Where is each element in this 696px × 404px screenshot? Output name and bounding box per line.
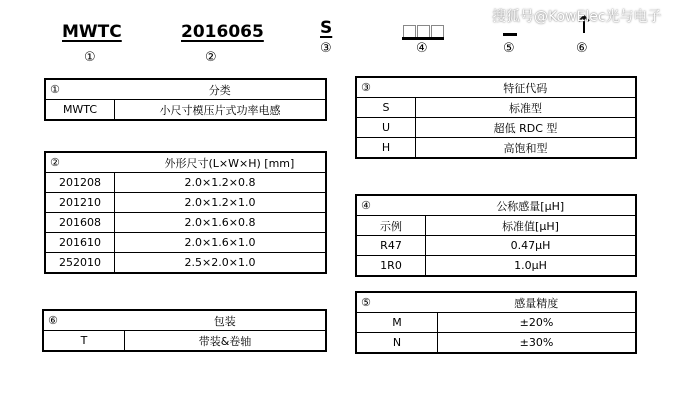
table-header-row — [356, 216, 636, 236]
table-cell: 0.47μH — [426, 236, 637, 256]
table-cell: 201210 — [45, 193, 115, 213]
code-size-number: ② — [205, 50, 217, 65]
table-cell: S — [356, 98, 416, 118]
table-cell: 2.5×2.0×1.0 — [115, 253, 327, 274]
table-title: 分类 — [115, 79, 327, 100]
table-cell: T — [43, 331, 125, 352]
table-title: 包装 — [125, 310, 327, 331]
table-row — [356, 98, 636, 118]
table-number: ④ — [356, 195, 426, 216]
table-cell: 201608 — [45, 213, 115, 233]
table-row — [45, 233, 326, 253]
table-row — [45, 213, 326, 233]
table-row — [45, 100, 326, 121]
table-cell: MWTC — [45, 100, 115, 121]
classification-table — [44, 78, 327, 121]
code-series: MWTC — [62, 22, 122, 42]
table-cell: 201610 — [45, 233, 115, 253]
table-number: ② — [45, 152, 115, 173]
table-cell: 2.0×1.6×0.8 — [115, 213, 327, 233]
table-number: ⑥ — [43, 310, 125, 331]
table-header-cell: 示例 — [356, 216, 426, 236]
table-row — [45, 193, 326, 213]
code-packaging-number: ⑥ — [576, 41, 588, 56]
table-row — [45, 173, 326, 193]
table-row — [356, 256, 636, 277]
table-row — [45, 253, 326, 274]
table-row — [43, 331, 326, 352]
code-feature: S — [320, 18, 333, 38]
code-tolerance-number: ⑤ — [503, 41, 515, 56]
table-cell: 高饱和型 — [416, 138, 637, 159]
table-row — [356, 313, 636, 333]
table-cell: R47 — [356, 236, 426, 256]
table-title: 公称感量[μH] — [426, 195, 637, 216]
table-row — [356, 236, 636, 256]
table-cell: ±20% — [438, 313, 637, 333]
table-cell: 1R0 — [356, 256, 426, 277]
table-cell: H — [356, 138, 416, 159]
inductance-table — [355, 194, 637, 277]
table-cell: ±30% — [438, 333, 637, 354]
table-row — [356, 333, 636, 354]
table-number: ③ — [356, 77, 416, 98]
table-cell: 2.0×1.6×1.0 — [115, 233, 327, 253]
table-cell: N — [356, 333, 438, 354]
tolerance-underline — [503, 33, 517, 36]
table-cell: 201208 — [45, 173, 115, 193]
code-feature-number: ③ — [320, 41, 332, 56]
watermark: 搜狐号@KowElec光与电子 — [492, 9, 662, 25]
table-number: ⑤ — [356, 292, 438, 313]
table-cell: M — [356, 313, 438, 333]
packaging-table — [42, 309, 327, 352]
feature-code-table — [355, 76, 637, 159]
inductance-underline — [402, 37, 444, 40]
table-row — [356, 138, 636, 159]
table-title: 感量精度 — [438, 292, 637, 313]
table-cell: U — [356, 118, 416, 138]
table-cell: 2.0×1.2×0.8 — [115, 173, 327, 193]
dimension-table — [44, 151, 327, 274]
code-series-number: ① — [84, 50, 96, 65]
table-row — [356, 118, 636, 138]
table-cell: 小尺寸模压片式功率电感 — [115, 100, 327, 121]
table-cell: 2.0×1.2×1.0 — [115, 193, 327, 213]
table-cell: 标准型 — [416, 98, 637, 118]
code-size: 2016065 — [181, 22, 264, 42]
code-inductance-number: ④ — [416, 41, 428, 56]
table-title: 外形尺寸(L×W×H) [mm] — [115, 152, 327, 173]
table-cell: 1.0μH — [426, 256, 637, 277]
table-header-cell: 标准值[μH] — [426, 216, 637, 236]
table-cell: 超低 RDC 型 — [416, 118, 637, 138]
table-cell: 252010 — [45, 253, 115, 274]
tolerance-table — [355, 291, 637, 354]
table-title: 特征代码 — [416, 77, 637, 98]
table-number: ① — [45, 79, 115, 100]
table-cell: 带装&卷轴 — [125, 331, 327, 352]
